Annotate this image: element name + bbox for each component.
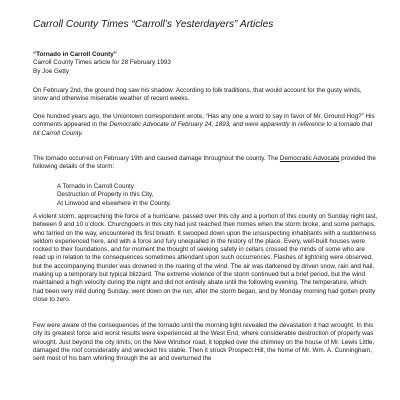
paragraph-5-text: Few were aware of the consequences of the tornado until the morning light revealed the devastation it had wrought. In this city its greatest force and worst results were experienced at the West End, where considerable destruction of property was wrought. Just beyond the city limits, on the New Windsor road, it toppled over the chimney on the house of Mr. Lewis Little, damaged the roof considerably and wrecked his stable. Then it struck Prospect Hill, the home of Mr. Wm. A. Cunningham, sent most of his barn whirling through the air and overturned the <box>33 322 375 363</box>
paragraph-4-text: A violent storm, approaching the force of a hurricane, passed over this city and a portion of this county on Sunday night last, between 9 and 10 o’clock. Churchgoers in this city had just reached their homes when the storm broke, and some perhaps, who tarried on the way, encountered its first breath. It swooped down upon the unsuspecting inhabitants with a suddenness seldom experienced here, and with a force and fury unequalled in the history of the place. Every, well-built houses were rocked to their foundations, and for moment the thought of seeking safety in cellars crossed the minds of some who are read up in relation to the consequences sometimes attendant upon such occurrences. Flashes of lightning were observed, but the accompanying thunder was drowned in the roaring of the wind. The air was darkened by driven snow, rain and hail, making up a temporary but typical blizzard. The extreme violence of the storm continued but a brief period, but the wind maintained a high velocity during the night and did not entirely abate until the following evening. The temperature, which had been very mild during Sunday, went down on the run, after the storm began, and by Monday morning had gotten pretty close to zero. <box>33 213 378 303</box>
article-meta <box>33 51 378 76</box>
paragraph-2 <box>33 113 378 138</box>
paragraph-3-text <box>33 155 378 172</box>
paragraph-2-text <box>33 113 378 138</box>
paragraph-5 <box>33 322 378 363</box>
quote-line-2: Destruction of Property in this City, <box>57 191 154 199</box>
paragraph-3-end: provided the following details of the storm: <box>33 155 376 171</box>
page-header: Carroll County Times “Carroll’s Yesterdayers” Articles <box>33 19 274 30</box>
paragraph-1-text: On February 2nd, the ground hog saw his shadow: According to folk traditions, that would account for the gusty winds, snow and otherwise miserable weather of recent weeks. <box>33 87 362 103</box>
paragraph-2-end: and were apparently in reference to a tornado that hit Carroll County. <box>33 121 373 137</box>
paragraph-1 <box>33 87 378 104</box>
paragraph-2-start: One hundred years ago, the Uniontown correspondent wrote, “Has any one a word to say in favor of Mr. Ground Hog?” His comments appeared in the <box>33 113 375 129</box>
quote-line-1: A Tornado in Carroll County <box>57 183 134 190</box>
paragraph-3-publication: Democratic Advocate <box>279 155 340 162</box>
paragraph-2-publication: Democratic Advocate of February 24, 1893, <box>109 121 231 129</box>
paragraph-3 <box>33 155 378 172</box>
article-byline: By Joe Getty <box>33 67 70 75</box>
quoted-headline <box>57 183 171 208</box>
paragraph-4 <box>33 213 378 304</box>
quote-line-3: At Linwood and elsewhere in the County. <box>57 199 171 207</box>
article-source: Carroll County Times article for 28 February 1993 <box>33 59 171 67</box>
paragraph-3-start: The tornado occurred on February 19th and caused damage throughout the county. The <box>33 155 280 162</box>
article-title: “Tornado in Carroll County” <box>33 51 117 58</box>
